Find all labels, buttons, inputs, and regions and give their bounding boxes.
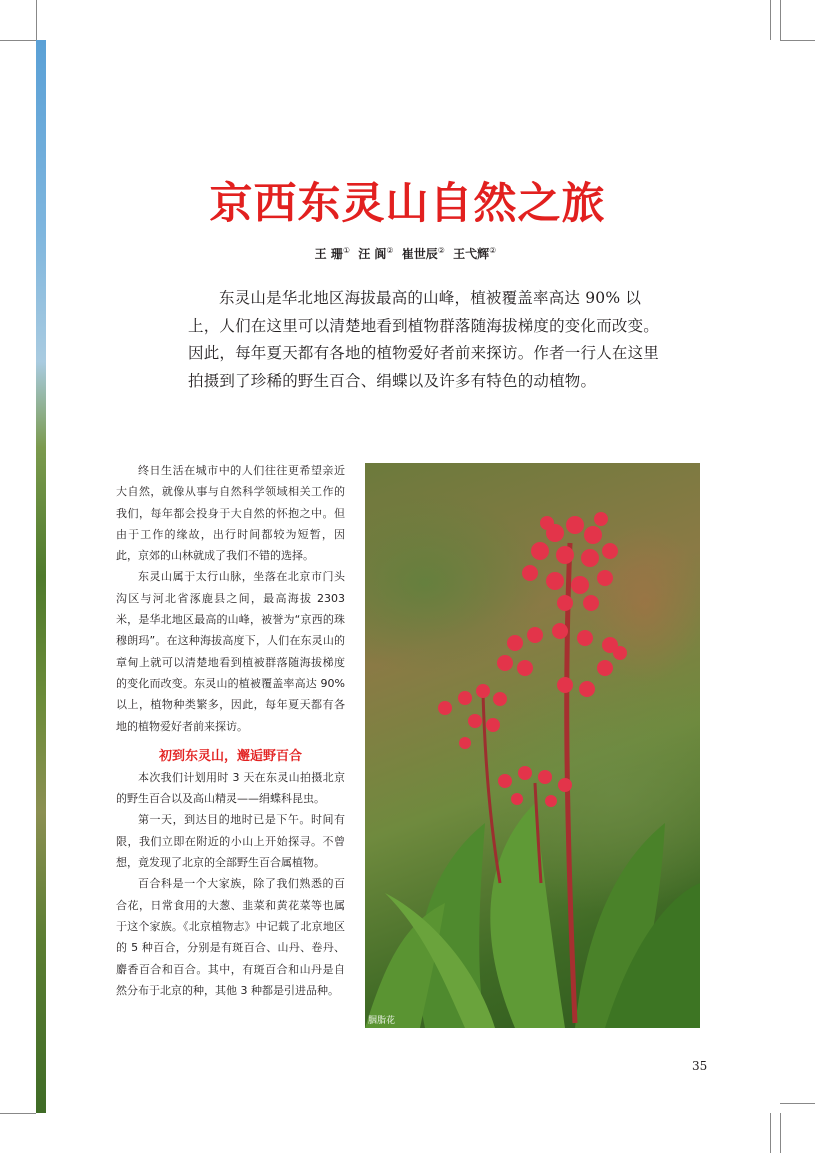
author-affiliation-mark: ②: [437, 246, 445, 255]
author-name: 崔世辰: [401, 247, 438, 261]
body-paragraph: 百合科是一个大家族，除了我们熟悉的百合花，日常食用的大葱、韭菜和黄花菜等也属于这个家族。《北京植物志》中记载了北京地区的 5 种百合，分别是有斑百合、山丹、卷丹、麝香百合和百合。其中，有斑百合和山丹是自然分布于北京的种，其他 3 种都是引进品种。: [116, 877, 345, 997]
author-affiliation-mark: ②: [386, 246, 394, 255]
crop-mark: [780, 0, 781, 40]
author-affiliation-mark: ①: [342, 246, 351, 255]
body-text-column: [116, 460, 345, 1001]
author-name: 王弋辉: [453, 247, 490, 261]
crop-mark: [780, 40, 815, 41]
crop-mark: [0, 40, 36, 41]
crop-mark: [780, 1103, 815, 1104]
page-number: 35: [692, 1059, 708, 1073]
body-paragraph: 终日生活在城市中的人们往往更希望亲近大自然，就像从事与自然科学领域相关工作的我们，每年都会投身于大自然的怀抱之中。但由于工作的缘故，出行时间都较为短暂，因此，京郊的山林就成了我们不错的选择。: [116, 464, 345, 563]
crop-mark: [770, 1113, 771, 1153]
primula-illustration: [365, 463, 700, 1028]
section-heading: 初到东灵山，邂逅野百合: [158, 748, 302, 764]
article-abstract: 东灵山是华北地区海拔最高的山峰，植被覆盖率高达 90% 以上，人们在这里可以清楚地看到植物群落随海拔梯度的变化而改变。因此，每年夏天都有各地的植物爱好者前来探访。作者一行人在这里拍摄到了珍稀的野生百合、绢蝶以及许多有特色的动植物。: [188, 289, 660, 390]
body-paragraph: 本次我们计划用时 3 天在东灵山拍摄北京的野生百合以及高山精灵——绢蝶科昆虫。: [116, 770, 345, 806]
crop-mark: [36, 0, 37, 40]
crop-mark: [0, 1113, 36, 1114]
photo-caption: 胭脂花: [368, 1016, 396, 1026]
author-affiliation-mark: ②: [489, 246, 497, 255]
author-name: 汪 阆: [358, 247, 387, 261]
author-line: [0, 245, 815, 262]
body-paragraph: 东灵山属于太行山脉，坐落在北京市门头沟区与河北省涿鹿县之间，最高海拔 2303 米，是华北地区最高的山峰，被誉为“京西的珠穆朗玛”。在这种海拔高度下，人们在东灵山的章甸上就可以清楚地看到植被群落随海拔梯度的变化而改变。东灵山的植被覆盖率高达 90% 以上，植物种类繁多，因此，每年夏天都有各地的植物爱好者前来探访。: [116, 570, 345, 733]
body-paragraph: 第一天，到达目的地时已是下午。时间有限，我们立即在附近的小山上开始探寻。不曾想，竟发现了北京的全部野生百合属植物。: [116, 813, 345, 870]
flower-photo: [365, 463, 700, 1028]
article-title: 京西东灵山自然之旅: [209, 179, 606, 229]
author-name: 王 珊: [314, 247, 343, 261]
crop-mark: [770, 0, 771, 40]
crop-mark: [780, 1113, 781, 1153]
